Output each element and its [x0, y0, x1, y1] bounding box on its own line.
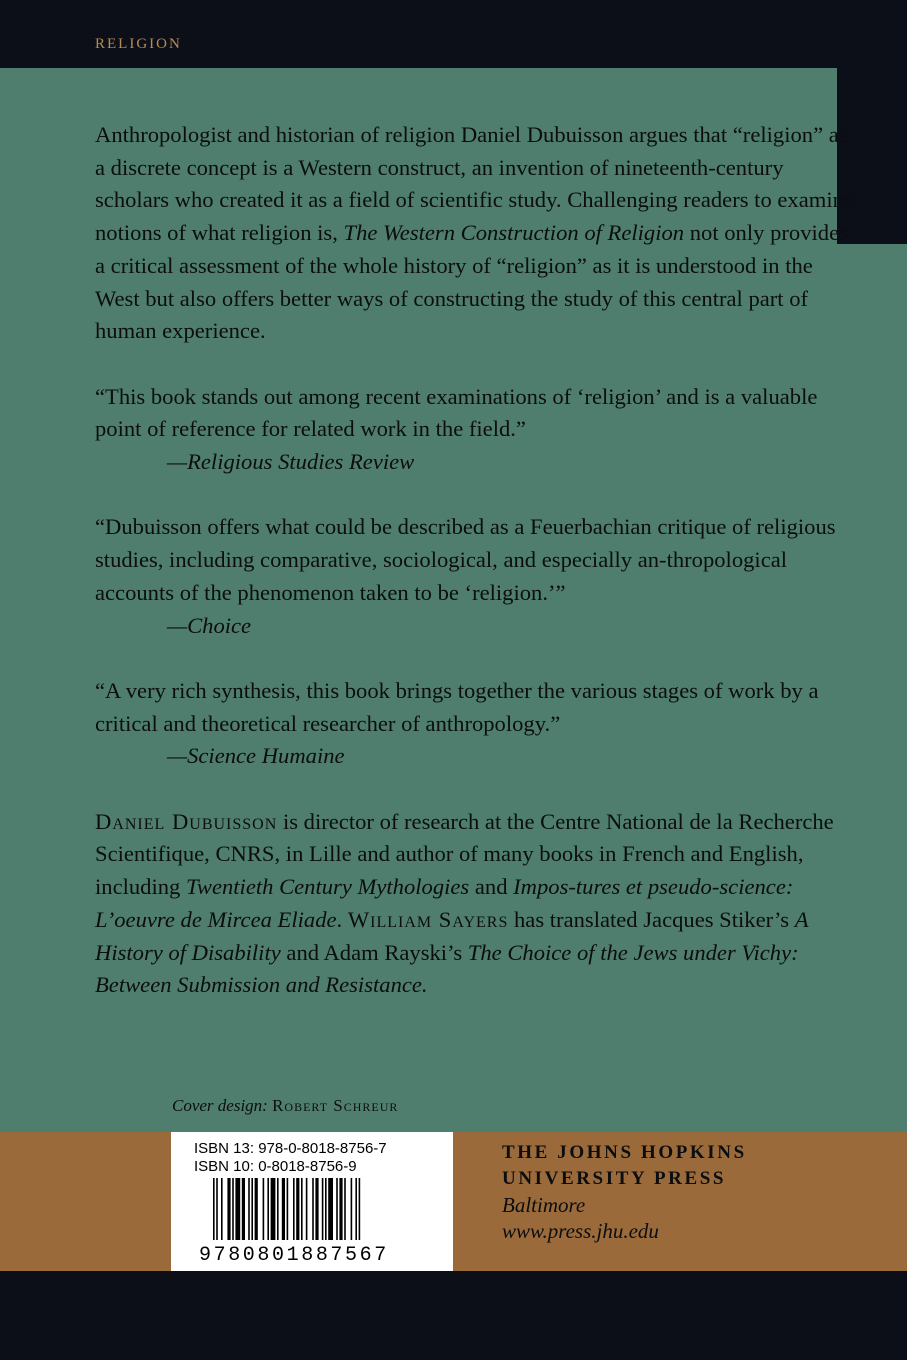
barcode-bar — [322, 1178, 324, 1240]
barcode-bar — [312, 1178, 314, 1240]
barcode-bar — [232, 1178, 234, 1240]
barcode-bar — [293, 1178, 295, 1240]
review-quote: “This book stands out among recent examinations of ‘religion’ and is a valuable point of reference for related work in the field.” — [95, 383, 818, 442]
barcode-bar — [216, 1178, 218, 1240]
review-source: —Religious Studies Review — [167, 449, 415, 475]
review-quote: “A very rich synthesis, this book brings together the various stages of work by a critical and theoretical researcher of anthropology.” — [95, 677, 819, 736]
barcode-bar — [339, 1178, 342, 1240]
barcode-digits: 9780801887567 — [199, 1244, 389, 1267]
barcode-panel — [171, 1132, 453, 1271]
author-bio: Daniel Dubuisson is director of research at the Centre National de la Recherche Scientifique, CNRS, in Lille and author of many books in French and English, including Twentieth Century Mythologies and Impos-tures et pseudo-science: L’oeuvre de Mircea Eliade. William Sayers has translated Jacques Stiker’s A History of Disability and Adam Rayski’s The Choice of the Jews under Vichy: Between Submission and Resistance. — [95, 808, 834, 998]
barcode-bar — [251, 1178, 253, 1240]
author-name: Daniel Dubuisson — [95, 808, 278, 834]
publisher-name-line2: UNIVERSITY PRESS — [502, 1168, 727, 1189]
review-quote: “Dubuisson offers what could be described as a Feuerbachian critique of religious studies, including comparative, sociological, and especially an-thropological accounts of the phenomenon taken to be ‘religion.’” — [95, 514, 836, 605]
barcode-bar — [221, 1178, 223, 1240]
barcode-bar — [325, 1178, 327, 1240]
barcode-bar — [301, 1178, 303, 1240]
barcode-bar — [282, 1178, 285, 1240]
barcode-bar — [351, 1178, 353, 1240]
barcode-bar — [271, 1178, 276, 1240]
barcode-bar — [255, 1178, 258, 1240]
review-source: —Science Humaine — [167, 743, 345, 769]
barcode-icon — [211, 1178, 413, 1240]
barcode-bar — [359, 1178, 361, 1240]
barcode-bar — [235, 1178, 240, 1240]
isbn10-label: ISBN 10: 0-8018-8756-9 — [194, 1158, 357, 1175]
barcode-bar — [227, 1178, 230, 1240]
barcode-bar — [355, 1178, 357, 1240]
barcode-bar — [315, 1178, 318, 1240]
barcode-bar — [287, 1178, 289, 1240]
book-title: The Western Construction of Religion — [343, 220, 685, 246]
publisher-name-line1: THE JOHNS HOPKINS — [502, 1142, 747, 1163]
barcode-bar — [263, 1178, 265, 1240]
barcode-bar — [306, 1178, 308, 1240]
barcode-bar — [344, 1178, 346, 1240]
category-label: RELIGION — [95, 36, 182, 52]
description: Anthropologist and historian of religion Daniel Dubuisson argues that “religion” as a discrete concept is a Western construct, an invention of nineteenth-century scholars who created it as a field of scientific study. Challenging readers to examine notions of what religion is, The Western Construction of Religion not only provides a critical assessment of the whole history of “religion” as it is understood in the West but also offers better ways of constructing the study of this central part of human experience. — [95, 122, 854, 344]
review-source: —Choice — [167, 612, 252, 638]
cover-design-credit: Cover design: Robert Schreur — [172, 1096, 399, 1115]
barcode-bar — [328, 1178, 333, 1240]
isbn13-label: ISBN 13: 978-0-8018-8756-7 — [194, 1140, 387, 1157]
barcode-bar — [296, 1178, 299, 1240]
back-cover-copy — [95, 119, 855, 1002]
barcode-bar — [277, 1178, 279, 1240]
publisher-info — [502, 1140, 747, 1244]
designer-name: Robert Schreur — [272, 1096, 399, 1115]
barcode-bar — [248, 1178, 250, 1240]
barcode-bar — [242, 1178, 245, 1240]
publisher-url[interactable]: www.press.jhu.edu — [502, 1219, 659, 1243]
translator-name: William Sayers — [347, 906, 509, 932]
barcode-bar — [336, 1178, 338, 1240]
publisher-city: Baltimore — [502, 1193, 586, 1217]
publisher-band — [0, 1132, 907, 1271]
barcode-bar — [267, 1178, 269, 1240]
barcode-bar — [213, 1178, 215, 1240]
